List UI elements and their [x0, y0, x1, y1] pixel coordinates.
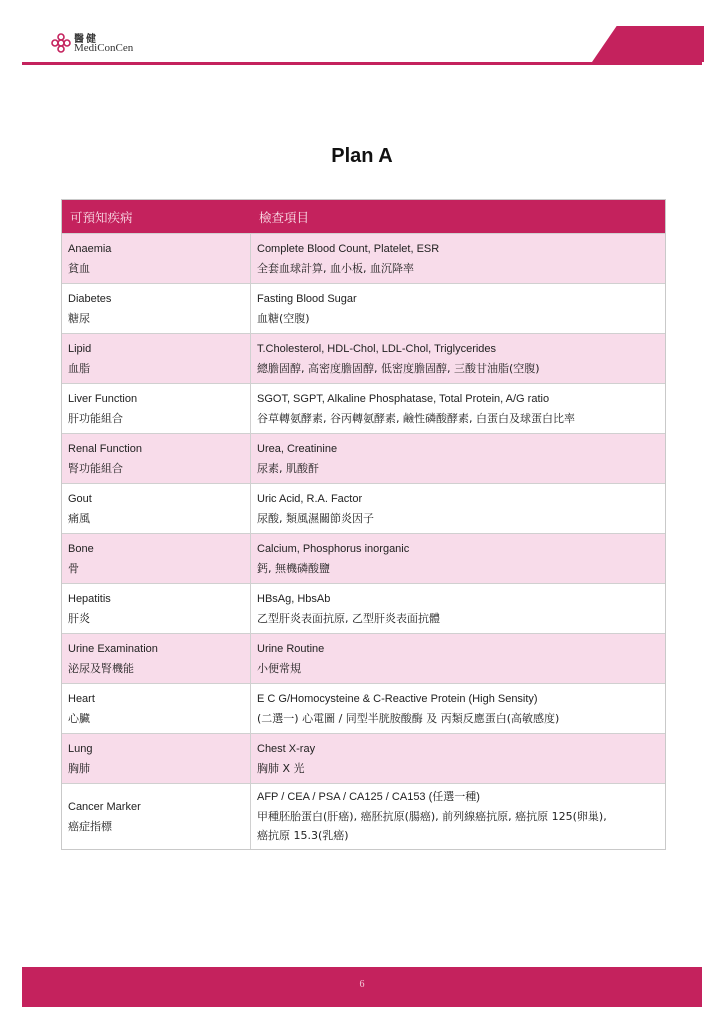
tests-line: 尿素, 肌酸酐: [257, 461, 319, 475]
tests-cell: [251, 434, 665, 483]
disease-name-cn: 糖尿: [68, 311, 90, 325]
header-accent-tab: [592, 26, 704, 62]
disease-name-cn: 癌症指標: [68, 819, 112, 833]
disease-cell: [62, 434, 251, 483]
tests-line: T.Cholesterol, HDL-Chol, LDL-Chol, Triglycerides: [257, 342, 497, 355]
tests-line: 全套血球計算, 血小板, 血沉降率: [257, 261, 414, 275]
tests-line: SGOT, SGPT, Alkaline Phosphatase, Total Protein, A/G ratio: [257, 392, 550, 405]
disease-name-cn: 肝炎: [68, 611, 90, 625]
disease-cell: [62, 734, 251, 783]
disease-name-cn: 腎功能組合: [68, 461, 123, 475]
disease-name-cn: 肝功能組合: [68, 411, 123, 425]
disease-cell: [62, 334, 251, 383]
table-row: [62, 783, 665, 849]
disease-name-en: Cancer Marker: [68, 800, 141, 813]
logo-text-cn: 醫健: [74, 34, 98, 45]
plan-table: [61, 199, 666, 850]
disease-name-en: Lung: [68, 742, 93, 755]
disease-cell: [62, 384, 251, 433]
disease-cell: [62, 634, 251, 683]
tests-line: 血糖(空腹): [257, 311, 310, 325]
disease-name-cn: 貧血: [68, 261, 90, 275]
tests-cell: [251, 234, 665, 283]
disease-name-cn: 痛風: [68, 511, 90, 525]
tests-cell: [251, 784, 665, 849]
disease-name-en: Bone: [68, 542, 94, 555]
tests-cell: [251, 634, 665, 683]
page-number: 6: [359, 979, 365, 990]
column-header-tests: 檢查項目: [259, 209, 310, 225]
logo-text-en: MediConCen: [74, 42, 134, 54]
tests-line: Calcium, Phosphorus inorganic: [257, 542, 410, 555]
disease-cell: [62, 284, 251, 333]
disease-cell: [62, 534, 251, 583]
logo: [50, 28, 190, 60]
table-row: [62, 583, 665, 633]
disease-cell: [62, 234, 251, 283]
disease-name-cn: 泌尿及腎機能: [68, 661, 134, 675]
disease-name-cn: 胸肺: [68, 761, 90, 775]
disease-cell: [62, 484, 251, 533]
disease-name-en: Lipid: [68, 342, 92, 355]
disease-name-en: Heart: [68, 692, 95, 705]
tests-line: Chest X-ray: [257, 742, 316, 755]
disease-name-en: Urine Examination: [68, 642, 158, 655]
disease-name-cn: 血脂: [68, 361, 90, 375]
tests-line: Complete Blood Count, Platelet, ESR: [257, 242, 440, 255]
tests-line: 癌抗原 15.3(乳癌): [257, 829, 349, 842]
disease-name-en: Liver Function: [68, 392, 138, 405]
disease-name-cn: 心臟: [68, 711, 90, 725]
tests-cell: [251, 334, 665, 383]
table-row: [62, 483, 665, 533]
table-row: [62, 733, 665, 783]
tests-line: 乙型肝炎表面抗原, 乙型肝炎表面抗體: [257, 611, 440, 625]
column-header-disease: 可預知疾病: [70, 209, 133, 225]
disease-name-en: Hepatitis: [68, 592, 111, 605]
tests-line: AFP / CEA / PSA / CA125 / CA153 (任選一種): [257, 791, 480, 803]
tests-line: HBsAg, HbsAb: [257, 592, 331, 605]
table-row: [62, 683, 665, 733]
tests-line: Uric Acid, R.A. Factor: [257, 492, 363, 505]
disease-cell: [62, 784, 251, 849]
tests-line: 胸肺 X 光: [257, 761, 305, 775]
table-row: [62, 333, 665, 383]
tests-cell: [251, 284, 665, 333]
tests-cell: [251, 384, 665, 433]
tests-cell: [251, 584, 665, 633]
disease-name-en: Diabetes: [68, 292, 112, 305]
disease-cell: [62, 684, 251, 733]
tests-line: Urea, Creatinine: [257, 442, 338, 455]
footer-bar: [22, 967, 702, 1007]
tests-line: 總膽固醇, 高密度膽固醇, 低密度膽固醇, 三酸甘油脂(空腹): [257, 361, 540, 375]
table-row: [62, 233, 665, 283]
page-title: Plan A: [331, 145, 393, 167]
table-row: [62, 533, 665, 583]
tests-line: 甲種胚胎蛋白(肝癌), 癌胚抗原(腸癌), 前列線癌抗原, 癌抗原 125(卵巢),: [257, 810, 607, 823]
logo-flower-icon: [50, 32, 72, 54]
table-row: [62, 633, 665, 683]
tests-line: Fasting Blood Sugar: [257, 292, 357, 305]
table-row: [62, 283, 665, 333]
tests-line: 鈣, 無機磷酸鹽: [257, 561, 330, 575]
table-row: [62, 433, 665, 483]
disease-name-cn: 骨: [68, 561, 79, 575]
disease-cell: [62, 584, 251, 633]
tests-cell: [251, 734, 665, 783]
disease-name-en: Gout: [68, 492, 92, 505]
tests-cell: [251, 534, 665, 583]
tests-cell: [251, 484, 665, 533]
disease-name-en: Renal Function: [68, 442, 142, 455]
table-row: [62, 383, 665, 433]
tests-line: (二選一) 心電圖 / 同型半胱胺酸酶 及 丙類反應蛋白(高敏感度): [257, 711, 560, 725]
tests-line: E C G/Homocysteine & C-Reactive Protein (High Sensity): [257, 692, 538, 705]
tests-line: 尿酸, 類風濕關節炎因子: [257, 511, 374, 525]
tests-line: Urine Routine: [257, 642, 325, 655]
tests-cell: [251, 684, 665, 733]
tests-line: 谷草轉氨酵素, 谷丙轉氨酵素, 鹼性磷酸酵素, 白蛋白及球蛋白比率: [257, 411, 575, 425]
header-divider: [22, 62, 702, 65]
table-header-row: [62, 200, 665, 233]
disease-name-en: Anaemia: [68, 242, 112, 255]
tests-line: 小便常規: [257, 661, 301, 675]
